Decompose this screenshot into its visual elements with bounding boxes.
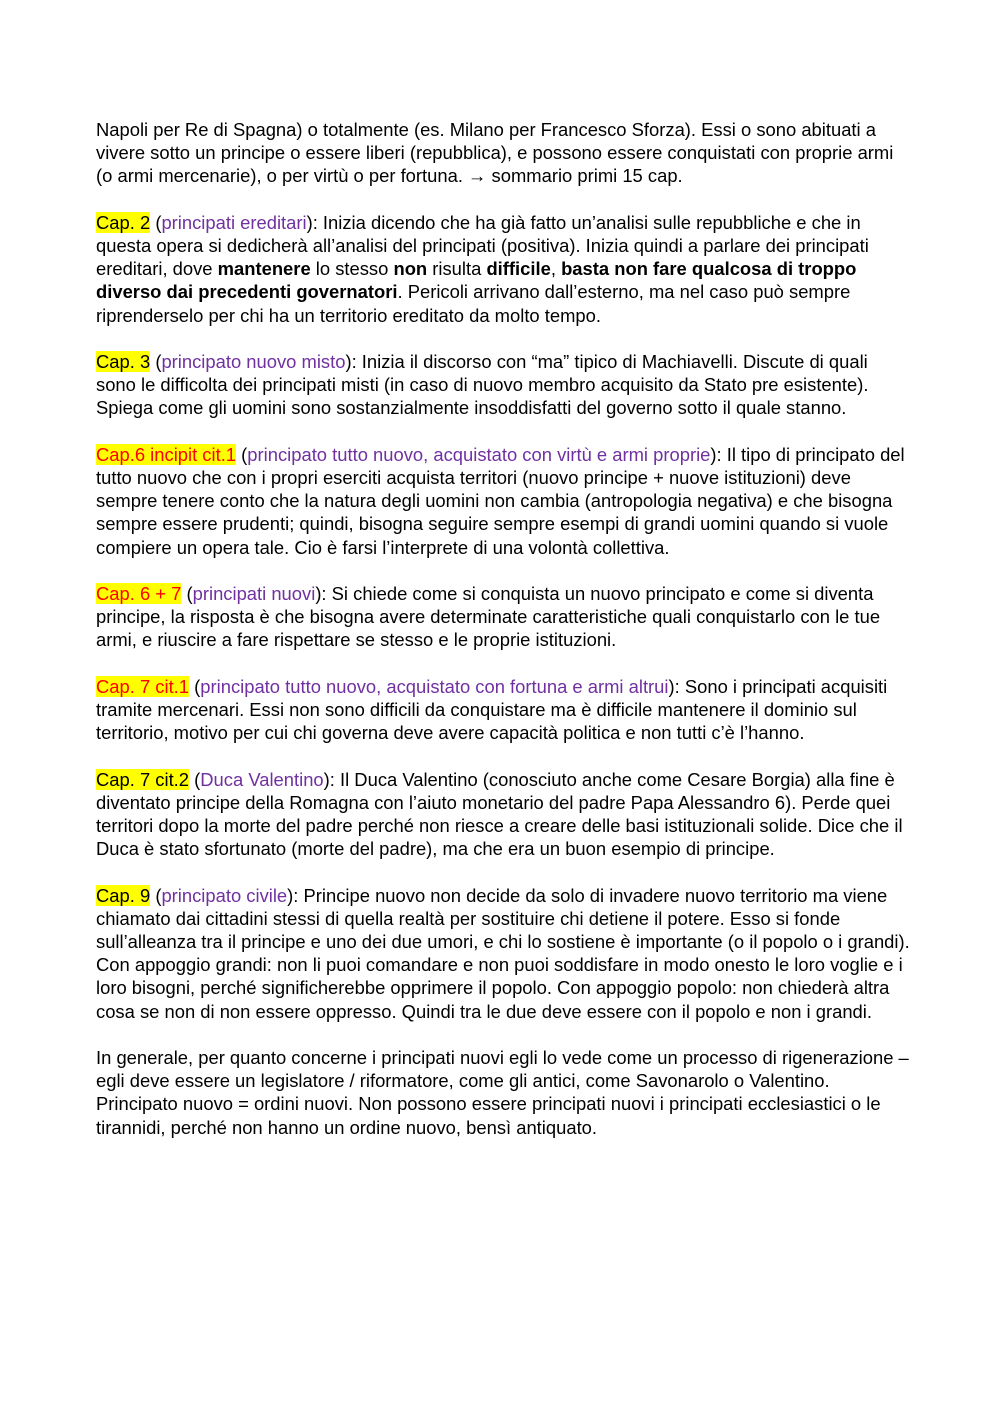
cap6-text: ): Il tipo di principato del tutto nuovo che con i propri eserciti acquista territori (nuovo principe + nuove istituzioni) deve sempre tenere conto che la natura degli uomini non cambia (antropologia negativa) e che bisogna sempre essere prudenti; quindi, bisogna seguire sempre esempi di grandi uomini quando si vuole compiere un opera tale. Cio è farsi l’interprete di una volontà collettiva. — [96, 443, 905, 558]
cap2-bold-4: basta non fare qualcosa di troppo diverso dai precedenti governatori — [96, 258, 857, 303]
cap6-paragraph — [96, 443, 912, 559]
open-paren: ( — [155, 884, 162, 906]
intro-paragraph — [96, 118, 912, 188]
open-paren: ( — [155, 351, 162, 372]
cap2-text-2: lo stesso — [310, 258, 394, 280]
cap7c2-label: Cap. 7 cit.2 — [96, 768, 190, 790]
cap3-label: Cap. 3 — [96, 351, 151, 372]
cap6-topic: principato tutto nuovo, acquistato con virtù e armi proprie — [247, 443, 711, 465]
open-paren: ( — [194, 675, 201, 697]
cap2-bold-3: difficile — [486, 258, 551, 280]
open-paren: ( — [241, 443, 248, 465]
cap2-text-5: . Pericoli arrivano dall’esterno, ma nel caso può sempre riprenderselo per chi ha un territorio ereditato da molto tempo. — [96, 281, 851, 326]
cap2-bold-1: mantenere — [217, 258, 311, 280]
open-paren: ( — [186, 583, 193, 604]
cap67-label: Cap. 6 + 7 — [96, 583, 182, 604]
open-paren: ( — [194, 768, 201, 790]
cap3-paragraph — [96, 350, 912, 420]
cap7c1-text: ): Sono i principati acquisiti tramite mercenari. Essi non sono difficili da conquistare ma è difficile mantenere il dominio sul territorio, motivo per cui chi governa deve avere capacità politica e non tutti c’è l’hanno. — [96, 675, 888, 744]
cap7c1-paragraph — [96, 675, 912, 745]
cap2-topic: principati ereditari — [161, 211, 307, 233]
cap9-topic: principato civile — [161, 884, 288, 906]
cap67-paragraph — [96, 582, 912, 652]
conclusion-text: In generale, per quanto concerne i principati nuovi egli lo vede come un processo di rigenerazione – egli deve essere un legislatore / riformatore, come gli antici, come Savonarolo o Valentino. Principato nuovo = ordini nuovi. Non possono essere principati nuovi i principati ecclesiastici o le tirannidi, perché non hanno un ordine nuovo, bensì antiquato. — [96, 1047, 909, 1138]
cap7c1-label: Cap. 7 cit.1 — [96, 675, 190, 697]
cap2-bold-2: non — [393, 258, 428, 280]
cap67-text: ): Si chiede come si conquista un nuovo principato e come si diventa principe, la risposta è che bisogna avere determinate caratteristiche quali conquistarlo con le tue armi, e riuscire a fare rispettare se stesso e le proprie istituzioni. — [96, 583, 881, 651]
cap3-text: ): Inizia il discorso con “ma” tipico di Machiavelli. Discute di quali sono le difficolta dei principati misti (in caso di nuovo membro acquisito da Stato pre esistente). Spiega come gli uomini sono sostanzialmente insoddisfatti del governo sotto il quale stanno. — [96, 351, 869, 419]
cap2-paragraph — [96, 211, 912, 327]
cap9-label: Cap. 9 — [96, 884, 151, 906]
conclusion-paragraph — [96, 1046, 912, 1139]
cap7c2-paragraph — [96, 768, 912, 861]
cap67-topic: principati nuovi — [192, 583, 316, 604]
cap7c1-topic: principato tutto nuovo, acquistato con fortuna e armi altrui — [200, 675, 669, 697]
cap2-text-1: ): Inizia dicendo che ha già fatto un’analisi sulle repubbliche e che in questa opera si dedicherà all’analisi del principati (positiva). Inizia quindi a parlare dei principati ereditari, dove — [96, 211, 869, 280]
cap6-label: Cap.6 incipit cit.1 — [96, 443, 237, 465]
document-page — [96, 118, 912, 1162]
cap9-paragraph — [96, 884, 912, 1023]
cap3-topic: principato nuovo misto — [161, 351, 346, 372]
cap2-text-3: risulta — [427, 258, 487, 280]
cap7c2-topic: Duca Valentino — [200, 768, 324, 790]
intro-text: Napoli per Re di Spagna) o totalmente (es. Milano per Francesco Sforza). Essi o sono abituati a vivere sotto un principe o essere liberi (repubblica), e possono essere conquistati con proprie armi (o armi mercenarie), o per virtù o per fortuna. → sommario primi 15 cap. — [96, 119, 894, 187]
cap7c2-text: ): Il Duca Valentino (conosciuto anche come Cesare Borgia) alla fine è diventato principe della Romagna con l’aiuto monetario del padre Papa Alessandro 6). Perde quei territori dopo la morte del padre perché non riesce a creare delle basi istituzionali solide. Dice che il Duca è stato sfortunato (morte del padre), ma che era un buon esempio di principe. — [96, 768, 903, 860]
cap9-text: ): Principe nuovo non decide da solo di invadere nuovo territorio ma viene chiamato dai cittadini stessi di quella realtà per sostituire chi detiene il potere. Esso si fonde sull’alleanza tra il principe e uno dei due umori, e chi lo sostiene è importante (o il popolo o i grandi). Con appoggio grandi: non li puoi comandare e non puoi soddisfare in modo onesto le loro voglie e i loro bisogni, perché significherebbe opprimere il popolo. Con appoggio popolo: non chiederà altra cosa se non di non essere oppresso. Quindi tra le due deve essere con il popolo e non i grandi. — [96, 884, 910, 1022]
cap2-text-4: , — [550, 258, 562, 280]
cap2-label: Cap. 2 — [96, 211, 151, 233]
open-paren: ( — [155, 211, 162, 233]
